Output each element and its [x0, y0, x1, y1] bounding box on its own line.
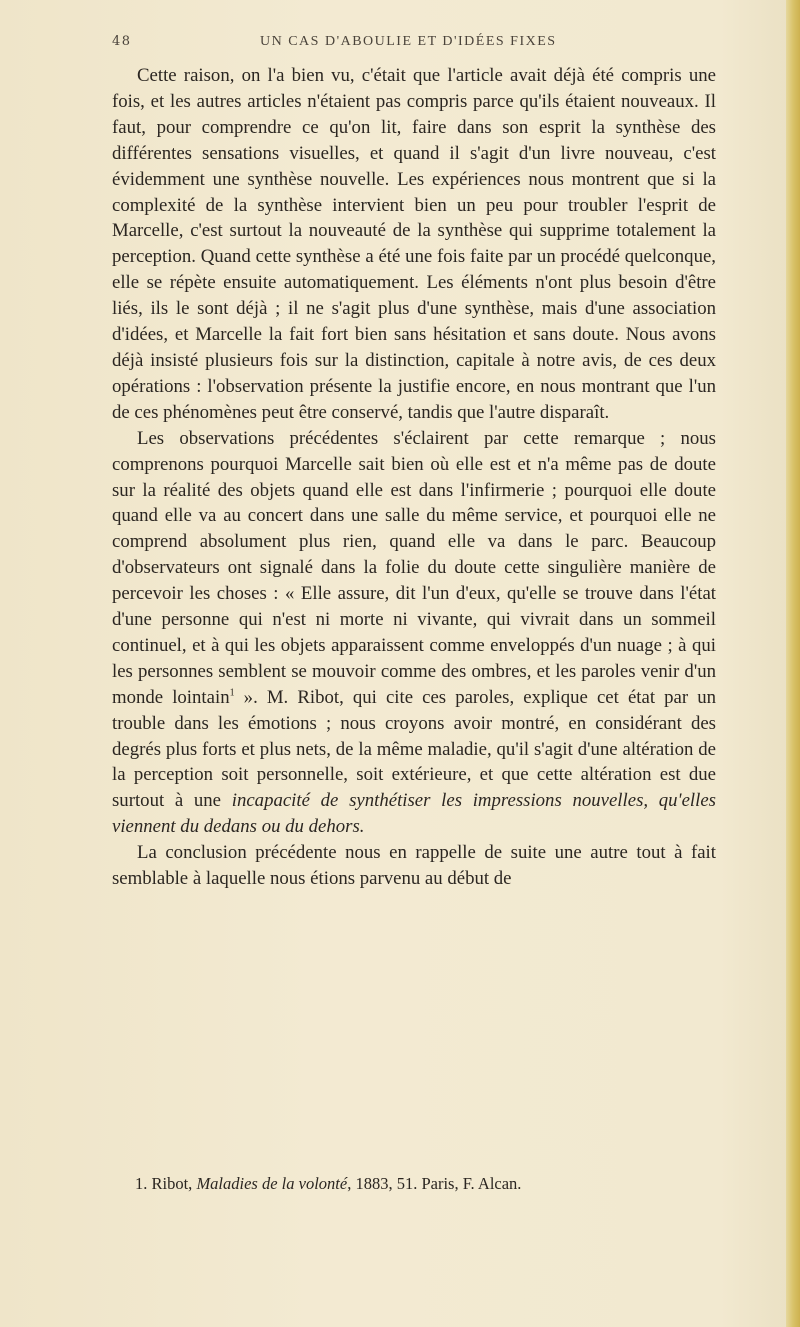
paragraph-2-text: Les observations précédentes s'éclairent par cette remarque ; nous comprenons pourquoi Marcelle sait bien où elle est et n'a même pas de doute sur la réalité des objets quand elle est dans l'infirmerie ; pourquoi elle doute quand elle va au concert dans une salle du même service, et pourquoi elle ne comprend absolument plus rien, quand elle va dans le parc. Beaucoup d'observateurs ont signalé dans la folie du doute cette singulière manière de percevoir les choses : « Elle assure, dit l'un d'eux, qu'elle se trouve dans l'état d'une personne qui n'est ni morte ni vivante, qui vivrait dans un sommeil continuel, et à qui les objets apparaissent comme enveloppés d'un nuage ; à qui les personnes semblent se mouvoir comme des ombres, et les paroles venir d'un monde lointain [112, 427, 716, 708]
body-text [112, 63, 716, 892]
footnote-rest: , 1883, 51. Paris, F. Alcan. [347, 1174, 522, 1193]
paragraph-2-italic: incapacité de synthétiser les impressions nouvelles, qu'elles viennent du dedans ou du dehors. [112, 790, 716, 838]
footnote-number: 1. [135, 1174, 148, 1193]
footnote-reference[interactable]: 1 [229, 687, 235, 699]
running-title: UN CAS D'ABOULIE ET D'IDÉES FIXES [260, 34, 557, 49]
page-edge [786, 0, 800, 1327]
paragraph-2 [112, 426, 716, 841]
footnote-author: Ribot, [147, 1174, 197, 1193]
page-number: 48 [112, 34, 132, 49]
paragraph-1: Cette raison, on l'a bien vu, c'était que l'article avait déjà été compris une fois, et les autres articles n'étaient pas compris parce qu'ils étaient nouveaux. Il faut, pour comprendre ce qu'on lit, faire dans son esprit la synthèse des différentes sensations visuelles, et quand il s'agit d'un livre nouveau, c'est évidemment une synthèse nouvelle. Les expériences nous montrent que si la complexité de la synthèse intervient bien un peu pour troubler l'esprit de Marcelle, c'est surtout la nouveauté de la synthèse qui supprime totalement la perception. Quand cette synthèse a été une fois faite par un procédé quelconque, elle se répète ensuite automatiquement. Les éléments n'ont plus besoin d'être liés, ils le sont déjà ; il ne s'agit plus d'une synthèse, mais d'une association d'idées, et Marcelle la fait fort bien sans hésitation et sans doute. Nous avons déjà insisté plusieurs fois sur la distinction, capitale à notre avis, de ces deux opérations : l'observation présente la justifie encore, en nous montrant que l'un de ces phénomènes peut être conservé, tandis que l'autre disparaît. [112, 65, 716, 423]
footnote [135, 1173, 715, 1195]
footnote-title: Maladies de la volonté [196, 1174, 348, 1193]
paragraph-3: La conclusion précédente nous en rappelle de suite une autre tout à fait semblable à laquelle nous étions parvenu au début de [112, 842, 716, 890]
paragraph-2-continuation: ». M. Ribot, qui cite ces paroles, explique cet état par un trouble dans les émotions ; nous croyons avoir montré, en considérant des degrés plus forts et plus nets, de la même maladie, qu'il s'agit d'une altération de la perception soit personnelle, soit extérieure, et que cette altération est due surtout à une [112, 686, 716, 812]
